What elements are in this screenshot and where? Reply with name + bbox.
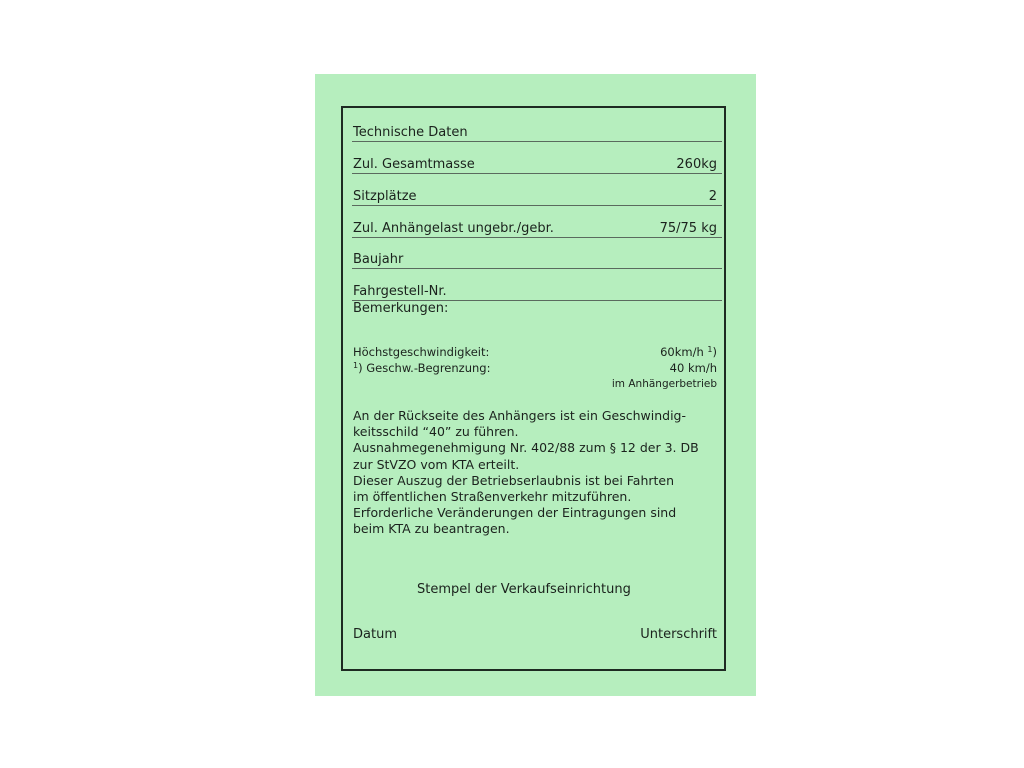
row-label-fahrgestell: Fahrgestell-Nr.	[353, 284, 447, 299]
row-value-sitzplaetze: 2	[708, 189, 717, 204]
stamp-label: Stempel der Verkaufseinrichtung	[417, 582, 631, 597]
rule-line	[352, 141, 722, 142]
document-frame	[341, 106, 726, 671]
row-label-sitzplaetze: Sitzplätze	[353, 189, 417, 204]
speed-value: 60km/h $^1$)	[660, 345, 717, 359]
limit-label: $^1$) Geschw.-Begrenzung:	[353, 361, 491, 375]
paragraph-line: Ausnahmegenehmigung Nr. 402/88 zum § 12 der 3. DB	[353, 440, 699, 456]
paragraph-line: Erforderliche Veränderungen der Eintragungen sind	[353, 505, 677, 521]
rule-line	[352, 173, 722, 174]
rule-line	[352, 237, 722, 238]
paragraph-line: Dieser Auszug der Betriebserlaubnis ist bei Fahrten	[353, 472, 675, 488]
speed-label: Höchstgeschwindigkeit:	[353, 345, 490, 359]
paragraph-line: keitsschild “40” zu führen.	[353, 424, 519, 440]
paragraph-line: zur StVZO vom KTA erteilt.	[353, 456, 520, 472]
remarks-paragraph	[353, 408, 718, 538]
section-title: Technische Daten	[353, 125, 468, 140]
footnote-mark: 1	[707, 345, 713, 354]
rule-line	[352, 268, 722, 269]
row-label-baujahr: Baujahr	[353, 252, 404, 267]
paragraph-line: im öffentlichen Straßenverkehr mitzuführen.	[353, 489, 632, 505]
signature-label: Unterschrift	[640, 627, 717, 642]
paragraph-line: An der Rückseite des Anhängers ist ein Geschwindig-	[353, 408, 686, 423]
date-label: Datum	[353, 627, 397, 642]
remarks-label: Bemerkungen:	[353, 301, 449, 316]
rule-line	[352, 205, 722, 206]
row-label-anhaengelast: Zul. Anhängelast ungebr./gebr.	[353, 221, 554, 236]
row-value-gesamtmasse: 260kg	[676, 157, 717, 172]
row-value-anhaengelast: 75/75 kg	[659, 221, 717, 236]
paragraph-line: beim KTA zu beantragen.	[353, 521, 510, 537]
document-card	[315, 74, 756, 696]
limit-note: im Anhängerbetrieb	[611, 378, 717, 390]
limit-value: 40 km/h	[669, 361, 717, 375]
row-label-gesamtmasse: Zul. Gesamtmasse	[353, 157, 475, 172]
